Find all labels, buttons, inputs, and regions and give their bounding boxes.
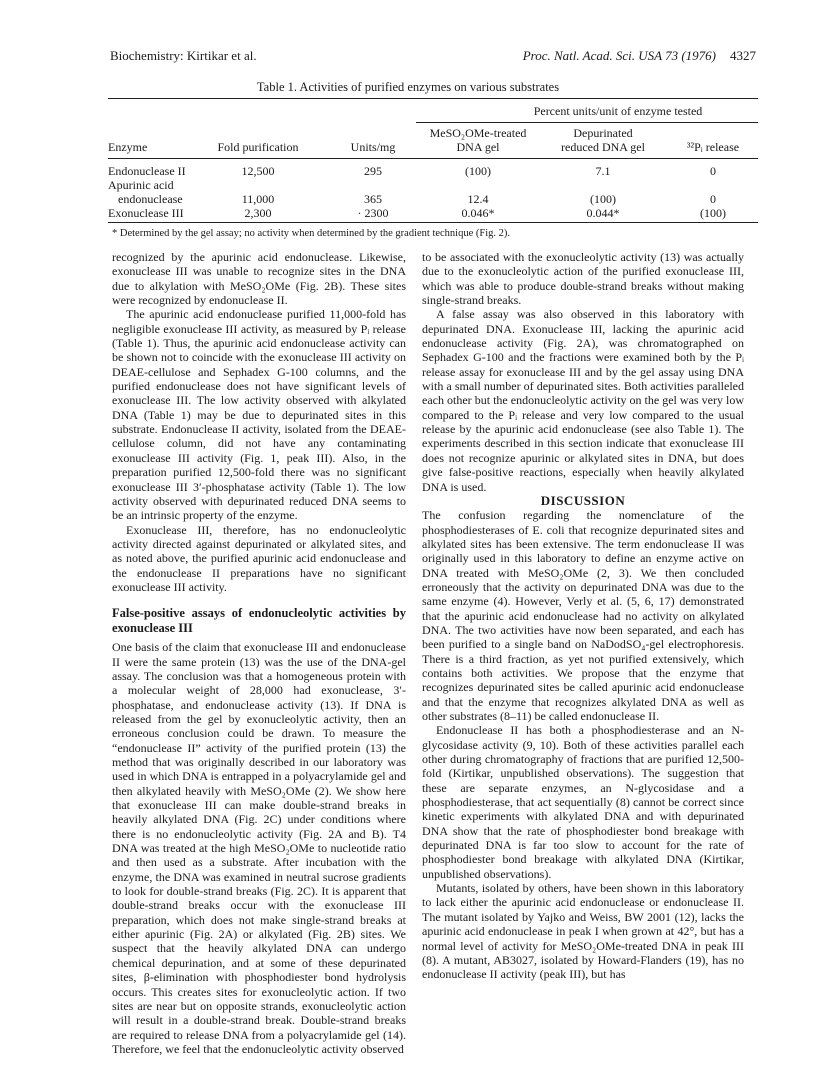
row-enzyme: Endonuclease II	[108, 164, 186, 178]
col-meso-2: DNA gel	[456, 140, 500, 154]
row-meso: (100)	[465, 164, 491, 178]
row-depur: 7.1	[595, 164, 611, 178]
col-fold: Fold purification	[217, 140, 299, 154]
group-header: Percent units/unit of enzyme tested	[533, 104, 703, 118]
paragraph: recognized by the apurinic acid endonuclease. Likewise, exonuclease III was unable to recognize sites in the DNA due to alkylation with MeSO₂OMe (Fig. 2B). These sites were recognized by endonuclease II.	[112, 250, 406, 308]
row-meso: 12.4	[467, 192, 489, 206]
row-units: 295	[364, 164, 382, 178]
paragraph: The confusion regarding the nomenclature of the phosphodiesterases of E. coli that recognize depurinated sites and alkylated sites has been extensive. The term endonuclease II was originally used in this laboratory to define an enzyme active on DNA treated with MeSO₂OMe (2, 3). We then concluded erroneously that the activity on depurinated DNA was due to the same enzyme (4). However, Verly et al. (5, 6, 17) demonstrated that the apurinic acid endonuclease had no activity on alkylated DNA. The two activities have now been separated, and each has been purified to a single band on NaDodSO₄-gel electrophoresis. There is a third fraction, as yet not purified extensively, which contains both activities. We propose that the enzyme that recognizes depurinated sites be called apurinic acid endonuclease and that the enzyme that recognizes alkylated DNA as well as other substrates (8–11) be called endonuclease II.	[422, 508, 744, 723]
row-depur: 0.044*	[586, 206, 620, 220]
table-top-rule	[108, 98, 758, 99]
col-pi: ³²Pᵢ release	[686, 140, 740, 154]
row-pi: 0	[710, 192, 716, 206]
row-pi: 0	[710, 164, 716, 178]
page-number: 4327	[730, 48, 756, 63]
right-column	[422, 250, 744, 982]
header-authors: Biochemistry: Kirtikar et al.	[110, 48, 257, 63]
col-depur-1: Depurinated	[573, 126, 633, 140]
row-fold: 11,000	[241, 192, 275, 206]
paragraph: to be associated with the exonucleolytic activity (13) was actually due to the exonucleolytic action of the purified exonuclease III, which was able to produce double-strand breaks without making single-strand breaks.	[422, 250, 744, 308]
col-depur-2: reduced DNA gel	[561, 140, 645, 154]
section-heading: DISCUSSION	[540, 492, 626, 508]
table-bottom-rule	[108, 222, 758, 223]
col-units: Units/mg	[350, 140, 396, 154]
paragraph: Exonuclease III, therefore, has no endonucleolytic activity directed against depurinated or alkylated sites, and as noted above, the purified apurinic acid endonuclease and the endonuclease II preparations have no significant exonuclease III activity.	[112, 522, 406, 594]
journal-citation: Proc. Natl. Acad. Sci. USA 73 (1976)	[522, 48, 716, 63]
paragraph: Endonuclease II has both a phosphodiesterase and an N-glycosidase activity (9, 10). Both of these activities parallel each other during chromatography of fractions that are purified 12,500-fold (Kirtikar, unpublished observations). The suggestion that these are separate enzymes, an N-glycosidase and a phosphodiesterase, that act sequentially (8) cannot be correct since kinetic experiments with alkylated DNA and with depurinated DNA show that the rate of phosphodiester bond breakage with depurinated DNA is far too slow to account for the rate of phosphodiester bond breakage with alkylated DNA (Kirtikar, unpublished observations).	[422, 723, 744, 881]
paragraph: Mutants, isolated by others, have been shown in this laboratory to lack either the apurinic acid endonuclease or endonuclease II. The mutant isolated by Yajko and Weiss, BW 2001 (12), lacks the apurinic acid endonuclease in peak I when grown at 42°, but has a normal level of activity for MeSO₂OMe-treated DNA in peak III (8). A mutant, AB3027, isolated by Howard-Flanders (19), has no endonuclease II activity (peak III), but has	[422, 881, 744, 982]
running-header	[110, 48, 756, 68]
row-units: 365	[364, 192, 382, 206]
header-journal	[523, 48, 756, 64]
row-meso: 0.046*	[461, 206, 495, 220]
paragraph: One basis of the claim that exonuclease III and endonuclease II were the same protein (13) was the use of the DNA-gel assay. The conclusion was that a homogeneous protein with a molecular weight of 28,000 had exonuclease, 3′-phosphatase, and endonuclease activity (13). If DNA is released from the gel by exonucleolytic activity, then an erroneous conclusion could be drawn. To measure the “endonuclease II” activity of the purified protein (13) the method that was originally described in our laboratory was used in which DNA is entrapped in a polyacrylamide gel and then alkylated heavily with MeSO₂OMe (2). We show here that exonuclease III can make double-strand breaks in heavily alkylated DNA (Fig. 2C) under conditions where there is no endonucleolytic activity (Fig. 2A and B). T4 DNA was treated at the high MeSO₂OMe to nucleotide ratio and then used as a substrate. After incubation with the enzyme, the DNA was examined in neutral sucrose gradients to look for double-strand breaks (Fig. 2C). It is apparent that double-strand breaks occur with the exonuclease III preparation, which does not make single-strand breaks at either apurinic (Fig. 2A) or alkylated (Fig. 2B) sites. We suspect that the heavily alkylated DNA can undergo chemical depurination, and at some of these depurinated sites, β-elimination with phosphodiester bond hydrolysis occurs. This creates sites for exonucleolytic action. If two sites are near but on opposite strands, exonucleolytic action will result in a double-strand break. Double-strand breaks are required to release DNA from a polyacrylamide gel (14). Therefore, we feel that the endonucleolytic activity observed	[112, 640, 406, 1056]
row-pi: (100)	[700, 206, 726, 220]
row-enzyme-cont: endonuclease	[118, 192, 183, 206]
left-column	[112, 250, 406, 1056]
col-enzyme: Enzyme	[108, 140, 148, 154]
table-footnote: * Determined by the gel assay; no activity when determined by the gradient technique (Fig. 2).	[112, 228, 511, 239]
table-title: Table 1. Activities of purified enzymes on various substrates	[256, 80, 560, 94]
row-enzyme: Apurinic acid	[108, 178, 174, 192]
paragraph: The apurinic acid endonuclease purified 11,000-fold has negligible exonuclease III activity, as measured by Pᵢ release (Table 1). Thus, the apurinic acid endonuclease activity can be shown not to coincide with the exonuclease III activity on DEAE-cellulose and Sephadex G-100 columns, and the purified endonuclease does not have significant levels of exonuclease III. The low activity observed with alkylated DNA (Table 1) may be due to depurinated sites in this substrate. Endonuclease II activity, isolated from the DEAE-cellulose column, did not have any contaminating exonuclease III activity (Fig. 1, peak III). Also, in the preparation purified 12,500-fold there was no significant exonuclease III 3′-phosphatase activity (Table 1). The low activity observed with depurinated reduced DNA seems to be an intrinsic property of the enzyme.	[112, 307, 406, 523]
group-rule	[416, 122, 758, 123]
row-depur: (100)	[590, 192, 616, 206]
row-fold: 12,500	[241, 164, 275, 178]
col-meso-1: MeSO₂OMe-treated	[429, 126, 527, 140]
paragraph: A false assay was also observed in this laboratory with depurinated DNA. Exonuclease III, lacking the apurinic acid endonuclease activity (Fig. 2A), was chromatographed on Sephadex G-100 and the fractions were examined both by the Pᵢ release assay for exonuclease III and by the gel assay using DNA with a small number of depurinated sites. Both activities paralleled each other but the endonucleolytic activity on the gel was very low compared to the Pᵢ release and very low compared to the usual release by the apurinic acid endonuclease (see also Table 1). The experiments described in this section indicate that exonuclease III does not recognize apurinic or alkylated sites in DNA, but does give false-positive reactions, especially when heavily alkylated DNA is used.	[422, 307, 744, 494]
row-units: · 2300	[357, 206, 389, 220]
row-fold: 2,300	[244, 206, 272, 220]
section-heading: False-positive assays of endonucleolytic activities by exonuclease III	[112, 606, 406, 636]
header-rule	[108, 158, 758, 159]
row-enzyme: Exonuclease III	[108, 206, 184, 220]
